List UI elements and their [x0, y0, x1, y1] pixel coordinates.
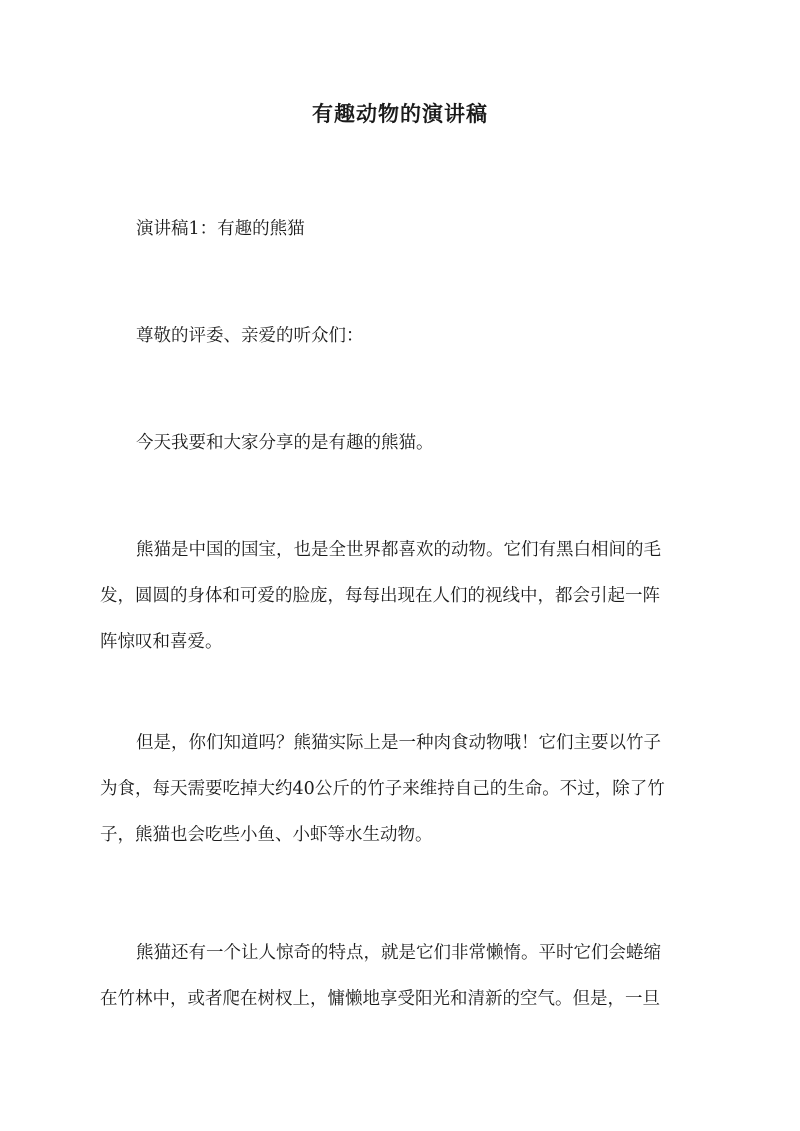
paragraph-line: 阵惊叹和喜爱。	[100, 632, 223, 652]
paragraph-line: 但是，你们知道吗？熊猫实际上是一种肉食动物哦！它们主要以竹子	[136, 733, 661, 753]
paragraph-line: 在竹林中，或者爬在树杈上，慵懒地享受阳光和清新的空气。但是，一旦	[100, 989, 660, 1009]
paragraph-line: 今天我要和大家分享的是有趣的熊猫。	[136, 433, 434, 453]
paragraph-line: 演讲稿1：有趣的熊猫	[136, 219, 305, 239]
paragraph-panda-diet	[100, 720, 700, 858]
paragraph-line: 发，圆圆的身体和可爱的脸庞，每每出现在人们的视线中，都会引起一阵	[100, 586, 660, 606]
paragraph-panda-appearance	[100, 527, 700, 665]
paragraph-greeting	[100, 313, 700, 359]
paragraph-line: 尊敬的评委、亲爱的听众们：	[136, 326, 364, 346]
paragraph-line: 熊猫还有一个让人惊奇的特点，就是它们非常懒惰。平时它们会蜷缩	[136, 943, 661, 963]
paragraph-line: 熊猫是中国的国宝，也是全世界都喜欢的动物。它们有黑白相间的毛	[136, 540, 661, 560]
paragraph-intro	[100, 420, 700, 466]
paragraph-panda-lazy	[100, 930, 700, 1022]
document-title: 有趣动物的演讲稿	[312, 101, 488, 126]
paragraph-line: 为食，每天需要吃掉大约40公斤的竹子来维持自己的生命。不过，除了竹	[100, 779, 665, 799]
paragraph-line: 子，熊猫也会吃些小鱼、小虾等水生动物。	[100, 825, 433, 845]
paragraph-speech-heading	[100, 206, 700, 252]
